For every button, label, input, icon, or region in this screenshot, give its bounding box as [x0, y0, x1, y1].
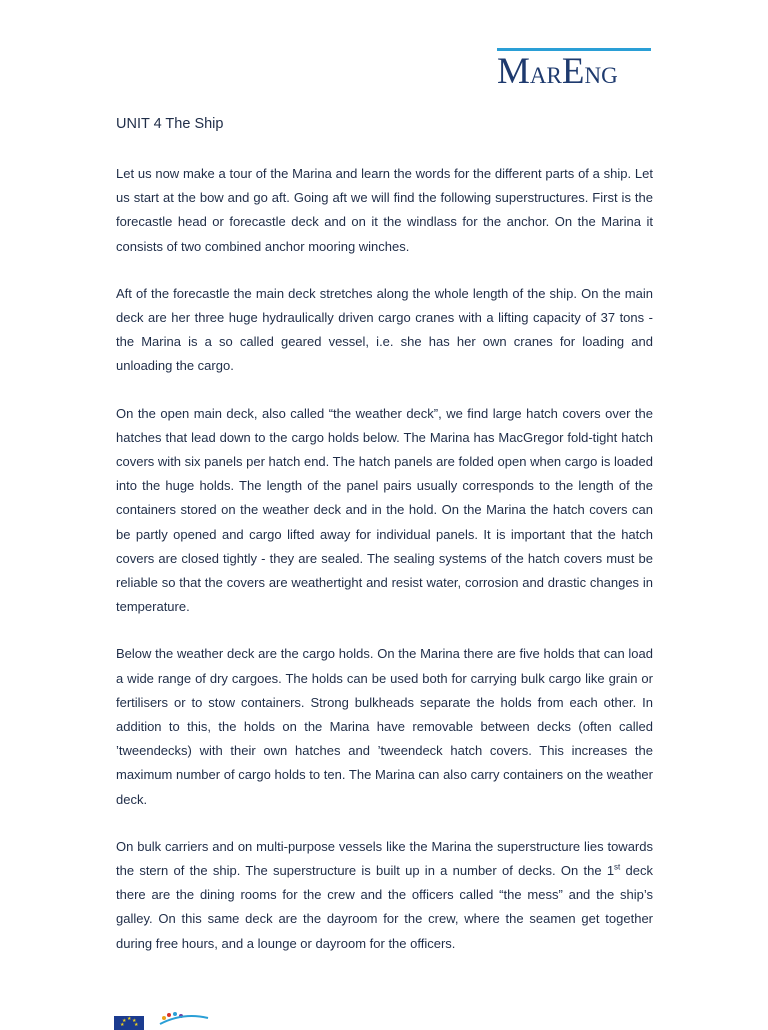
- lifelong-learning-logo-icon: [158, 1010, 218, 1028]
- paragraph: Below the weather deck are the cargo holds. On the Marina there are five holds that can load a wide range of dry cargoes. The holds can be used both for carrying bulk cargo like grain or fertilisers or to stow containers. Strong bulkheads separate the holds from each other. In addition to this, the holds on the Marina have removable between decks (often called ’tweendecks) with their own hatches and ’tweendeck hatch covers. This increases the maximum number of cargo holds to ten. The Marina can also carry containers on the weather deck.: [116, 646, 653, 807]
- paragraph: On the open main deck, also called “the weather deck”, we find large hatch covers over the hatches that lead down to the cargo holds below. The Marina has MacGregor fold-tight hatch covers with six panels per hatch end. The hatch panels are folded open when cargo is loaded into the huge holds. The length of the panel pairs usually corresponds to the length of the containers stored on the weather deck and in the hold. On the Marina the hatch covers can be partly opened and cargo lifted away for individual panels. It is important that the hatch covers are closed tightly - they are sealed. The sealing systems of the hatch covers must be reliable so that the covers are weathertight and resist water, corrosion and drastic changes in temperature.: [116, 405, 653, 615]
- unit-title: UNIT 4 The Ship: [116, 116, 224, 132]
- eu-flag-icon: ★ ★ ★ ★ ★: [114, 1016, 144, 1030]
- paragraph: Aft of the forecastle the main deck stretches along the whole length of the ship. On the main deck are her three huge hydraulically driven cargo cranes with a lifting capacity of 37 tons - the Marina is a so called geared vessel, i.e. she has her own cranes for loading and unloading the cargo.: [116, 285, 653, 374]
- document-body: [116, 162, 653, 979]
- mareng-logo: [497, 48, 651, 90]
- paragraph: Let us now make a tour of the Marina and learn the words for the different parts of a ship. Let us start at the bow and go aft. Going aft we will find the following superstructures. First is the forecastle head or forecastle deck and on it the windlass for the anchor. On the Marina it consists of two combined anchor mooring winches.: [116, 166, 653, 254]
- paragraph: On bulk carriers and on multi-purpose vessels like the Marina the superstructure lies towards the stern of the ship. The superstructure is built up in a number of decks. On the 1st deck there are the dining rooms for the crew and the officers called “the mess” and the ship’s galley. On this same deck are the dayroom for the crew, where the seamen get together during free hours, and a lounge or dayroom for the officers.: [116, 838, 653, 951]
- footer-logos: [114, 1010, 214, 1028]
- logo-wordmark: MARENG: [497, 51, 618, 92]
